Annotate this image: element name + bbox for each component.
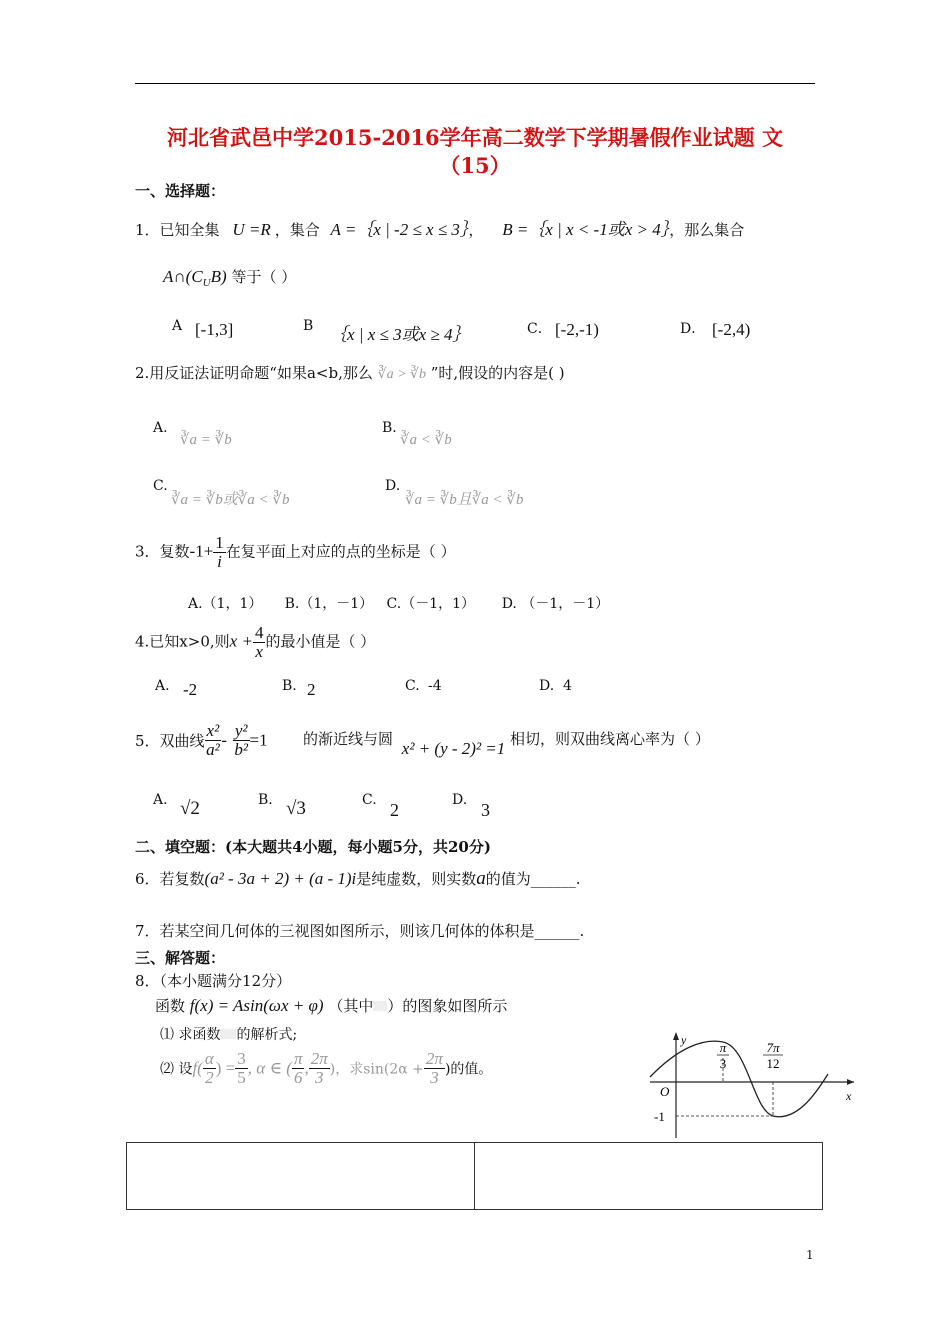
q4-numerator: 4 bbox=[254, 623, 264, 642]
tick-pi-3-den: 3 bbox=[719, 1056, 727, 1071]
q1-tail: ，那么集合 bbox=[669, 221, 745, 239]
q3-pre: -1+ bbox=[189, 541, 214, 561]
q8-line1-c: ）的图象如图所示 bbox=[387, 997, 508, 1015]
q5-text-b: 的渐近线与圆 bbox=[303, 730, 394, 748]
q4-option-b-label: B. bbox=[282, 678, 297, 694]
q8-p2-n1: α bbox=[204, 1049, 214, 1068]
q1-mid: ，集合 bbox=[274, 221, 320, 239]
q5-text-a: 5．双曲线 bbox=[135, 731, 205, 750]
sine-curve bbox=[650, 1041, 828, 1117]
q8-p2-n4: 2π bbox=[310, 1049, 328, 1068]
q5-text-c: 相切，则双曲线离心率为（ ） bbox=[510, 730, 710, 748]
minus-one-label: -1 bbox=[654, 1109, 665, 1124]
q8-p1-a: ⑴ 求函数 bbox=[160, 1027, 221, 1043]
question-1-line-1 bbox=[135, 215, 744, 240]
question-6 bbox=[135, 868, 581, 890]
q5-option-a: √2 bbox=[180, 798, 200, 819]
question-8-line-1 bbox=[155, 995, 507, 1016]
q4-option-b: 2 bbox=[307, 680, 316, 699]
q2-math: ∛a > ∛b bbox=[377, 367, 426, 382]
answer-box bbox=[126, 1142, 823, 1210]
question-4 bbox=[135, 624, 375, 661]
q1-expression: A∩(C bbox=[163, 267, 203, 286]
q2-text-a: 2.用反证法证明命题“如果a<b,那么 bbox=[135, 364, 373, 382]
question-8-part-1 bbox=[160, 1024, 297, 1044]
q2-text-b: ”时,假设的内容是( ) bbox=[430, 364, 565, 382]
q1-option-a: [-1,3] bbox=[195, 320, 234, 339]
q4-option-c: -4 bbox=[428, 678, 442, 694]
q2-option-a: ∛a = ∛b bbox=[180, 432, 232, 448]
q8-line1-a: 函数 bbox=[155, 997, 186, 1015]
q2-option-a-label: A. bbox=[153, 420, 168, 436]
q8-p1-b: 的解析式; bbox=[236, 1027, 298, 1043]
q5-eq: =1 bbox=[249, 730, 268, 750]
q1-option-d-label: D． bbox=[680, 321, 706, 337]
q4-option-c-label: C. bbox=[405, 678, 420, 694]
section-3-heading: 三、解答题： bbox=[135, 949, 226, 967]
q5-f2-numerator: y² bbox=[234, 721, 248, 740]
question-3 bbox=[135, 534, 456, 571]
q1-option-b-label: B bbox=[303, 318, 314, 334]
q8-p2-frac-4 bbox=[309, 1050, 330, 1087]
q1-option-b: ｛x | x ≤ 3或x ≥ 4｝ bbox=[330, 325, 470, 344]
question-8-part-2 bbox=[160, 1050, 492, 1087]
question-8-head: 8．（本小题满分12分） bbox=[135, 972, 292, 990]
q5-option-a-label: A. bbox=[153, 792, 168, 808]
q4-option-a: -2 bbox=[183, 680, 198, 699]
q5-option-d: 3 bbox=[481, 800, 490, 820]
q4-fraction bbox=[253, 624, 266, 661]
q8-p2-end: )的值。 bbox=[444, 1061, 493, 1078]
q6-text-c: 的值为______. bbox=[485, 870, 581, 888]
tick-7pi-12-num: 7π bbox=[766, 1040, 780, 1055]
q5-option-c-label: C. bbox=[362, 792, 377, 808]
q5-fraction-1 bbox=[205, 722, 222, 759]
q1-sep: ， bbox=[468, 221, 484, 239]
q5-line-cont bbox=[303, 728, 710, 758]
q5-circle: x² + (y - 2)² =1 bbox=[401, 739, 506, 758]
title-line-2: （15） bbox=[439, 153, 511, 178]
title-line-1: 河北省武邑中学2015-2016学年高二数学下学期暑假作业试题 文 bbox=[167, 125, 783, 150]
q8-function: f(x) = Asin(ωx + φ) bbox=[189, 996, 324, 1015]
q3-numerator: 1 bbox=[215, 533, 224, 552]
q8-p2-n5: 2π bbox=[425, 1049, 443, 1068]
q8-p2-frac-3 bbox=[292, 1050, 305, 1087]
q4-pre: x + bbox=[229, 631, 253, 651]
q8-p2-n3: π bbox=[293, 1049, 303, 1068]
q8-p1-blank bbox=[220, 1029, 236, 1039]
q3-text-a: 3．复数 bbox=[135, 542, 190, 561]
tick-pi-3-num: π bbox=[719, 1040, 727, 1055]
question-1-line-2 bbox=[163, 266, 296, 289]
q5-f1-numerator: x² bbox=[206, 721, 220, 740]
q3-options: A.（1，1） B.（1，－1） C.（－1，1） D. （－1，－1） bbox=[188, 596, 610, 612]
q2-option-c-label: C. bbox=[153, 478, 168, 494]
q5-option-b-label: B. bbox=[258, 792, 273, 808]
origin-label: O bbox=[660, 1084, 670, 1099]
q8-p2-d5: 3 bbox=[430, 1067, 439, 1087]
q6-text-b: 是纯虚数，则实数 bbox=[356, 870, 477, 888]
q5-option-d-label: D. bbox=[452, 792, 468, 808]
q6-text-a: 6．若复数 bbox=[135, 870, 205, 888]
q1-set-b: B =｛x | x < -1或x > 4｝ bbox=[502, 220, 670, 239]
section-1-heading: 一、选择题： bbox=[135, 182, 226, 200]
q5-minus: - bbox=[221, 730, 227, 750]
q5-option-c: 2 bbox=[390, 800, 399, 820]
x-axis-arrow bbox=[847, 1079, 854, 1085]
x-axis-label: x bbox=[846, 1089, 852, 1103]
q5-fraction-2 bbox=[233, 722, 250, 759]
q5-f2-denominator: b² bbox=[234, 739, 248, 759]
q2-option-c: ∛a = ∛b或∛a < ∛b bbox=[171, 492, 290, 508]
q6-math: (a² - 3a + 2) + (a - 1)i bbox=[204, 869, 357, 888]
q2-option-d: ∛a = ∛b且∛a < ∛b bbox=[405, 492, 524, 508]
q1-expression-end: B) bbox=[210, 267, 227, 286]
q8-condition-blank bbox=[373, 1001, 387, 1011]
q8-line1-b: （其中 bbox=[328, 997, 374, 1015]
q1-option-d: [-2,4) bbox=[712, 320, 751, 339]
q1-set-a: A =｛x | -2 ≤ x ≤ 3｝ bbox=[330, 220, 469, 239]
q8-p2-eq: ) = bbox=[215, 1058, 236, 1078]
q8-p2-d3: 6 bbox=[293, 1067, 303, 1087]
q8-p2-frac-1 bbox=[203, 1050, 216, 1087]
q4-option-d: 4 bbox=[563, 678, 572, 694]
answer-cell-right[interactable] bbox=[475, 1143, 823, 1210]
q8-p2-mid: , α ∈ ( bbox=[247, 1058, 292, 1078]
q5-f1-denominator: a² bbox=[206, 739, 220, 759]
q1-universe: U =R bbox=[232, 220, 271, 239]
q8-p2-close: )，求sin(2α + bbox=[329, 1061, 424, 1078]
q8-p2-frac-2 bbox=[235, 1050, 248, 1087]
q1-expression-sub: U bbox=[202, 277, 211, 289]
q8-p2-d1: 2 bbox=[205, 1067, 214, 1087]
q2-option-b: ∛a < ∛b bbox=[400, 432, 452, 448]
q8-p2-d2: 5 bbox=[237, 1067, 246, 1087]
q1-ask: 等于（ ） bbox=[231, 268, 297, 286]
q1-num: 1．已知全集 bbox=[135, 221, 220, 239]
question-5 bbox=[135, 722, 268, 759]
q5-option-b: √3 bbox=[286, 798, 306, 819]
answer-cell-left[interactable] bbox=[127, 1143, 475, 1210]
q1-option-c-label: C． bbox=[527, 321, 552, 337]
q3-fraction bbox=[213, 534, 226, 571]
y-axis-label: y bbox=[681, 1033, 687, 1047]
tick-7pi-12-den: 12 bbox=[766, 1056, 780, 1071]
page-number: 1 bbox=[806, 1248, 814, 1262]
q4-option-d-label: D. bbox=[539, 678, 555, 694]
q4-text-a: 4.已知x>0,则 bbox=[135, 632, 230, 651]
q8-p2-a: ⑵ 设 bbox=[160, 1061, 193, 1078]
section-2-heading: 二、填空题：(本大题共4小题，每小题5分，共20分) bbox=[135, 838, 491, 856]
q1-option-a-label: A bbox=[172, 318, 183, 334]
q2-option-b-label: B. bbox=[382, 420, 397, 436]
q1-option-c: [-2,-1) bbox=[555, 320, 599, 339]
q3-denominator: i bbox=[217, 551, 222, 571]
y-axis-arrow bbox=[673, 1032, 679, 1040]
question-2 bbox=[135, 362, 565, 383]
q4-denominator: x bbox=[255, 641, 263, 661]
q2-option-d-label: D. bbox=[385, 478, 401, 494]
q8-p2-d4: 3 bbox=[315, 1067, 324, 1087]
q8-p2-comma: , bbox=[304, 1058, 309, 1078]
q8-p2-n2: 3 bbox=[237, 1049, 246, 1068]
question-7: 7．若某空间几何体的三视图如图所示，则该几何体的体积是______. bbox=[135, 922, 585, 940]
q4-option-a-label: A. bbox=[155, 678, 170, 694]
q4-text-b: 的最小值是（ ） bbox=[265, 632, 376, 651]
sine-graph-figure bbox=[648, 1030, 858, 1140]
q6-var: a bbox=[476, 868, 486, 889]
q8-p2-frac-5 bbox=[424, 1050, 445, 1087]
q3-text-b: 在复平面上对应的点的坐标是（ ） bbox=[225, 542, 456, 561]
q8-p2-f: f( bbox=[192, 1058, 203, 1078]
top-rule bbox=[135, 83, 815, 84]
